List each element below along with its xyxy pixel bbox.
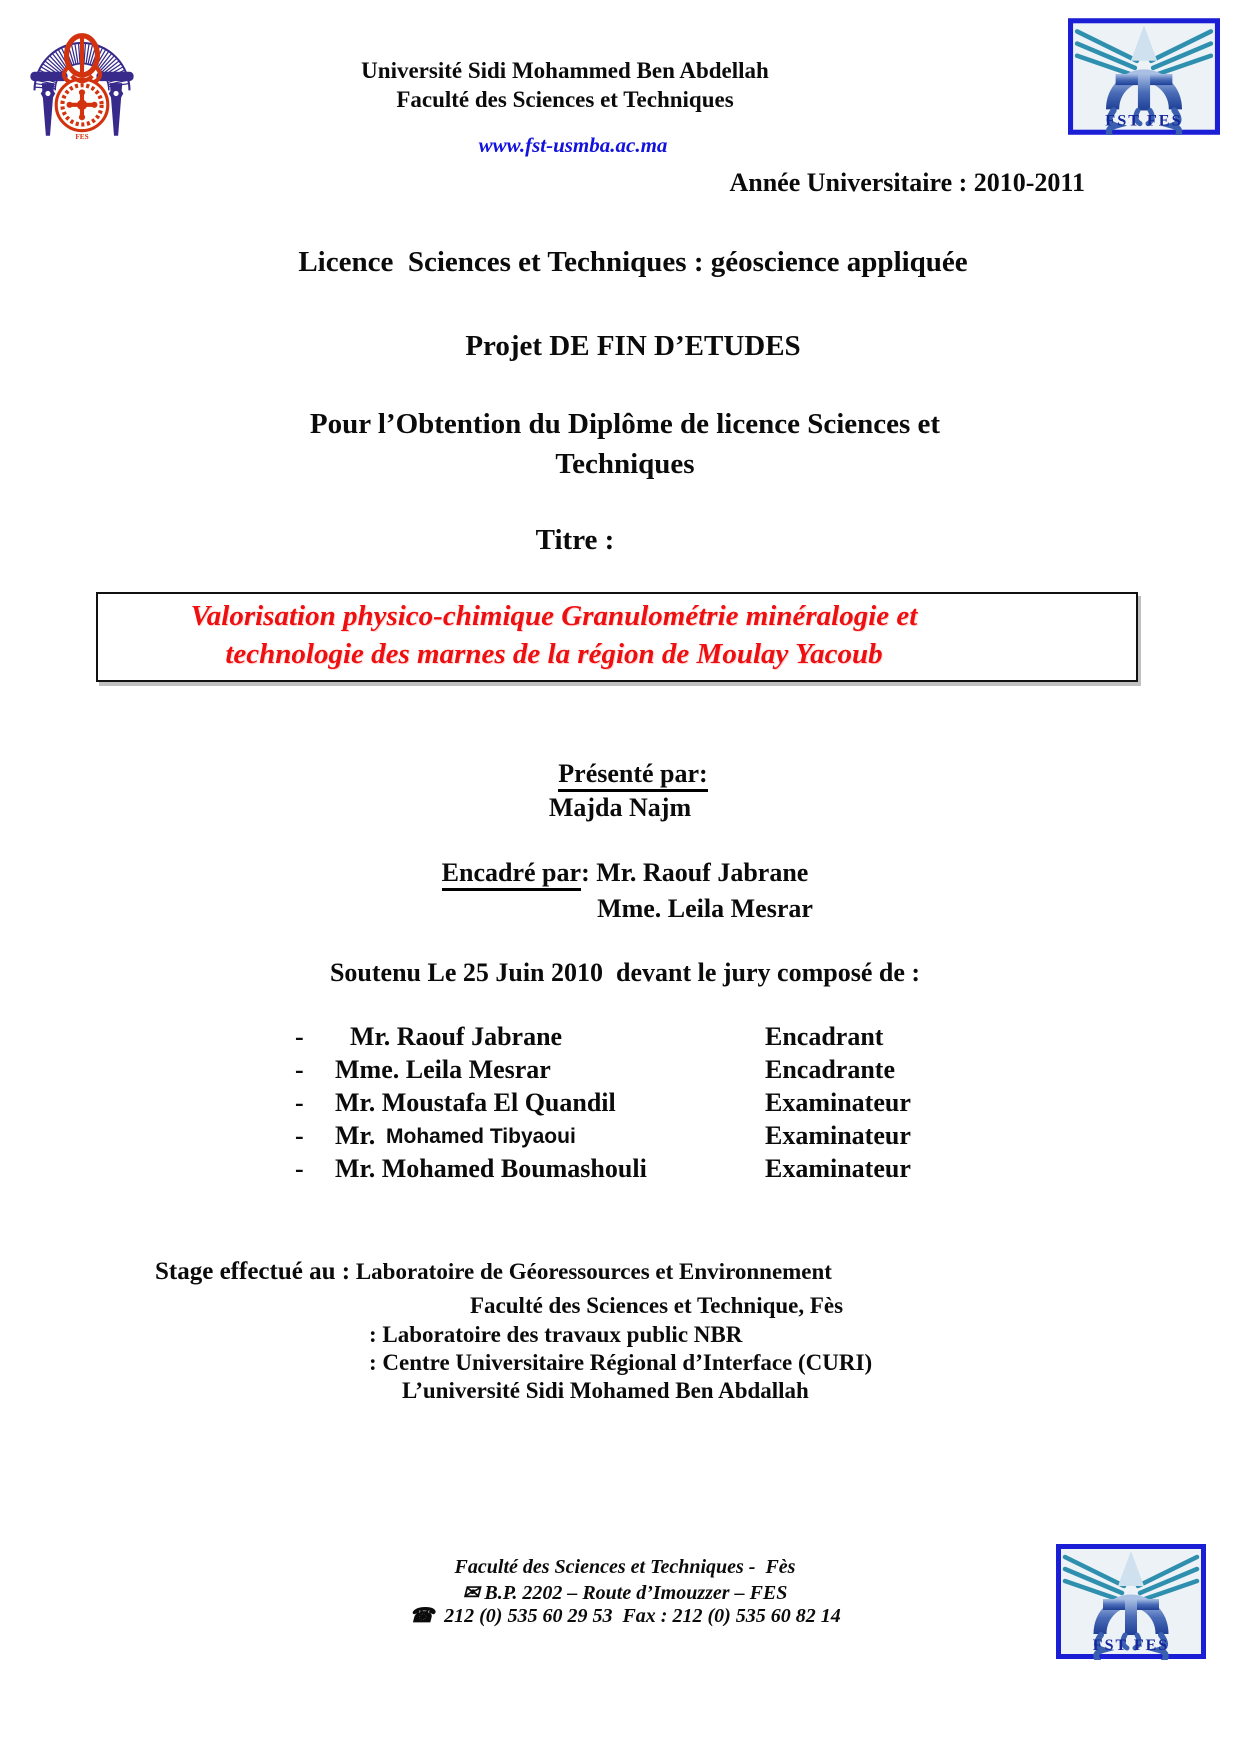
emblem-torch-hole-left [45, 91, 50, 96]
internship-row-5: L’université Sidi Mohamed Ben Abdallah [402, 1378, 809, 1403]
internship-label: Stage effectué au : [155, 1258, 351, 1285]
footer-address: B.P. 2202 – Route d’Imouzzer – FES [484, 1582, 788, 1604]
thesis-title-box [96, 592, 1138, 682]
degree-program-title: Licence Sciences et Techniques : géoscience appliquée [298, 246, 968, 278]
thesis-title-line-2: technologie des marnes de la région de Moulay Yacoub [225, 638, 883, 670]
supervised-by-row [125, 858, 1125, 888]
jury-member-name: Mr. Moustafa El Quandil [335, 1088, 616, 1117]
academic-year: Année Universitaire : 2010-2011 [729, 168, 1085, 197]
envelope-icon: ✉ [462, 1582, 480, 1604]
jury-row [0, 1121, 1240, 1155]
header-university-name: Université Sidi Mohammed Ben Abdellah [361, 58, 769, 83]
website-link[interactable]: www.fst-usmba.ac.ma [478, 133, 668, 157]
project-type-title: Projet DE FIN D’ETUDES [465, 330, 801, 362]
jury-member-role: Examinateur [765, 1088, 911, 1117]
title-label: Titre : [535, 524, 615, 556]
jury-member-name-prefix: Mr. [335, 1121, 376, 1150]
supervisor-1-name: Mr. Raouf Jabrane [596, 858, 809, 887]
jury-member-role: Encadrante [765, 1055, 895, 1084]
jury-row [0, 1055, 1240, 1089]
jury-row [0, 1154, 1240, 1188]
footer-address-row [125, 1580, 1125, 1605]
jury-row [0, 1022, 1240, 1056]
presented-by-label: Présenté par: [558, 759, 707, 792]
footer-phone: 212 (0) 535 60 29 53 Fax : 212 (0) 535 60 82 14 [444, 1605, 841, 1627]
internship-row-2: Faculté des Sciences et Technique, Fès [470, 1293, 844, 1318]
phone-icon: ☎ [409, 1605, 435, 1627]
jury-dash: - [295, 1154, 304, 1183]
internship-row-3: : Laboratoire des travaux public NBR [369, 1322, 743, 1347]
jury-dash: - [295, 1121, 304, 1150]
emblem-fes-label: FES [75, 132, 89, 141]
supervised-by-label: Encadré par [442, 858, 581, 891]
footer-phone-row [125, 1603, 1125, 1628]
fst-fes-logo-top [1068, 18, 1220, 135]
jury-member-role: Examinateur [765, 1121, 911, 1150]
internship-row-4: : Centre Universitaire Régional d’Interface (CURI) [369, 1350, 873, 1375]
student-name: Majda Najm [548, 793, 692, 822]
jury-member-role: Encadrant [765, 1022, 884, 1051]
logo-fst-fes-label: FST FES [1105, 111, 1183, 130]
purpose-line-2: Techniques [555, 448, 695, 480]
defense-intro: Soutenu Le 25 Juin 2010 devant le jury composé de : [329, 958, 921, 987]
internship-row-1 [155, 1258, 832, 1286]
jury-dash: - [295, 1055, 304, 1084]
jury-dash: - [295, 1022, 304, 1051]
jury-member-name: Mr. Mohamed Boumashouli [335, 1154, 647, 1183]
internship-lab-1: Laboratoire de Géoressources et Environnement [350, 1259, 832, 1284]
jury-member-name: Mme. Leila Mesrar [335, 1055, 551, 1084]
jury-dash: - [295, 1088, 304, 1117]
jury-member-role: Examinateur [765, 1154, 911, 1183]
thesis-title-line-1: Valorisation physico-chimique Granulométrie minéralogie et [190, 600, 918, 632]
logo-fst-fes-label: FST FES [1092, 1637, 1170, 1654]
header-faculty-name: Faculté des Sciences et Techniques [396, 87, 734, 112]
supervisor-2-name: Mme. Leila Mesrar [597, 894, 813, 923]
jury-member-name: Mohamed Tibyaoui [386, 1125, 576, 1148]
jury-member-name: Mr. Raouf Jabrane [350, 1022, 563, 1051]
header-website-row [65, 115, 1065, 176]
footer-faculty-line: Faculté des Sciences et Techniques - Fès [454, 1556, 796, 1578]
jury-row [0, 1088, 1240, 1122]
fst-fes-logo-bottom [1056, 1543, 1206, 1660]
supervised-by-separator: : [581, 858, 597, 887]
purpose-line-1: Pour l’Obtention du Diplôme de licence Sciences et [309, 408, 941, 440]
